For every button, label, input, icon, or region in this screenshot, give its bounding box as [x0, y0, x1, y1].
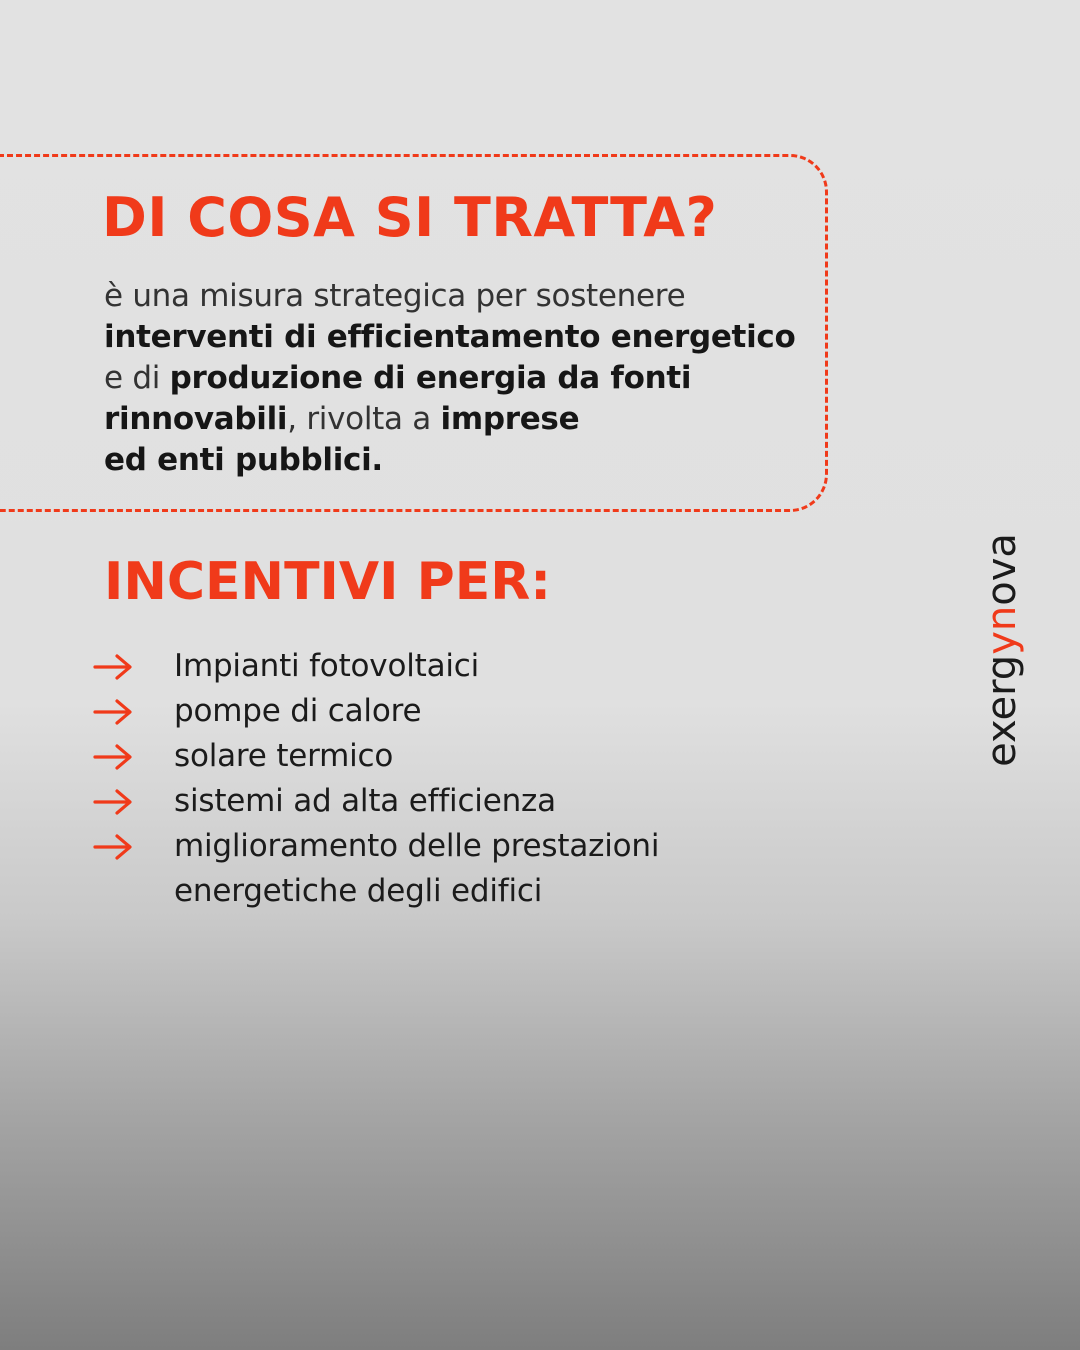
description-text: è una misura strategica per sostenere — [104, 278, 686, 314]
brand-logo — [972, 520, 1032, 780]
arrow-right-icon — [92, 697, 134, 727]
brand-logo-accent: yn — [979, 605, 1025, 655]
description-line — [104, 399, 824, 440]
description-highlight: interventi di efficientamento energetico — [104, 319, 796, 355]
list-item-label: sistemi ad alta efficienza — [174, 783, 556, 819]
section-title-what-is-it: DI COSA SI TRATTA? — [102, 186, 718, 249]
description-highlight: rinnovabili — [104, 401, 288, 437]
list-item — [92, 779, 692, 824]
list-item — [92, 734, 692, 779]
description-highlight: produzione di energia da fonti — [169, 360, 692, 396]
description-highlight: ed enti pubblici. — [104, 442, 383, 478]
list-item-label: miglioramento delle prestazioni energetiche degli edifici — [174, 828, 660, 909]
section-title-incentives: INCENTIVI PER: — [104, 552, 552, 612]
brand-logo-text: exerg — [979, 654, 1025, 767]
list-item — [92, 644, 692, 689]
description-line — [104, 276, 824, 317]
description-line — [104, 440, 824, 481]
description-paragraph — [104, 276, 824, 481]
list-item-label: solare termico — [174, 738, 394, 774]
list-item-label: pompe di calore — [174, 693, 422, 729]
description-highlight: imprese — [440, 401, 580, 437]
brand-logo-text: ova — [979, 533, 1025, 606]
list-item-label: Impianti fotovoltaici — [174, 648, 480, 684]
arrow-right-icon — [92, 652, 134, 682]
description-line — [104, 358, 824, 399]
arrow-right-icon — [92, 742, 134, 772]
description-text: e di — [104, 360, 170, 396]
description-line — [104, 317, 824, 358]
description-text: , rivolta a — [287, 401, 441, 437]
list-item — [92, 689, 692, 734]
incentives-list — [92, 644, 692, 914]
list-item — [92, 824, 692, 914]
arrow-right-icon — [92, 832, 134, 862]
arrow-right-icon — [92, 787, 134, 817]
